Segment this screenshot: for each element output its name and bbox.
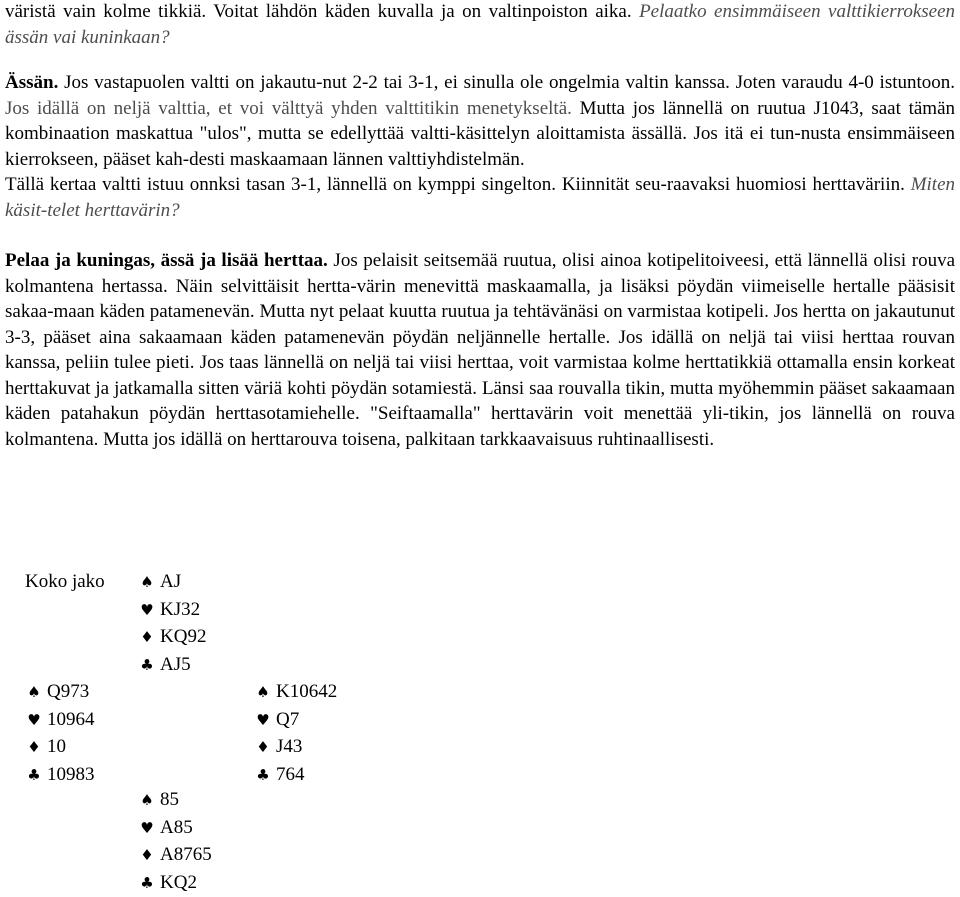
west-spades: Q973 [47,678,89,706]
club-icon: ♣ [137,870,157,897]
south-clubs: KQ2 [160,869,197,897]
diamond-icon: ♦ [253,734,273,762]
hand-west [24,678,95,788]
spade-icon: ♠ [137,569,157,597]
answer-lead: Pelaa ja kuningas, ässä ja lisää herttaa. [5,250,328,271]
hand-north [137,568,206,678]
south-hearts: A85 [160,814,193,842]
heart-icon: ♥ [137,815,157,843]
heart-icon: ♥ [137,597,157,625]
text-sentence: Tällä kertaa valtti istuu onnksi tasan 3-1, lännellä on kymppi singelton. Kiinnität seu-raavaksi huomiosi herttaväriin. [5,174,905,195]
diamond-icon: ♦ [137,624,157,652]
east-clubs: 764 [276,761,305,789]
south-spades: 85 [160,786,179,814]
hand-east [253,678,337,788]
north-clubs: AJ5 [160,651,191,679]
heart-icon: ♥ [253,707,273,735]
answer-lead: Ässän. [5,72,58,93]
diamond-icon: ♦ [24,734,44,762]
paragraph-answer-1 [5,70,955,172]
question-text: Pelaatko ensimmäiseen valttikierrokseen ässän vai kuninkaan? [5,1,955,48]
paragraph-question-2 [5,172,955,223]
south-diamonds: A8765 [160,841,212,869]
east-spades: K10642 [276,678,337,706]
club-icon: ♣ [24,762,44,790]
west-clubs: 10983 [47,761,95,789]
hand-south [137,786,212,896]
west-diamonds: 10 [47,733,66,761]
heart-icon: ♥ [24,707,44,735]
diamond-icon: ♦ [137,842,157,870]
north-hearts: KJ32 [160,596,200,624]
paragraph-answer-2 [5,248,955,452]
text-sentence: Jos itä ei tun-nusta ensimmäiseen kierrokseen, pääset kah-desti maskaamaan lännen valttiyhdistelmän. [5,123,955,170]
club-icon: ♣ [253,762,273,790]
north-diamonds: KQ92 [160,623,206,651]
document-page [5,0,955,452]
west-hearts: 10964 [47,706,95,734]
deal-label: Koko jako [25,568,105,596]
text-sentence: Jos vastapuolen valtti on jakautu-nut 2-2 tai 3-1, ei sinulla ole ongelmia valtin kanssa. [64,72,730,93]
question-text: Miten käsit-telet herttavärin? [5,174,955,221]
club-icon: ♣ [137,652,157,680]
text-sentence: Jos idällä on neljä valttia, et voi välttyä yhden valttitikin menetykseltä. [5,98,572,119]
north-spades: AJ [160,568,181,596]
bridge-deal-diagram [0,568,400,895]
text-sentence: Mutta jos lännellä on ruutua J1043, saat tämän kombinaation maskattua "ulos", mutta se edellyttää valtti-käsittelyn aloittamista ässällä. [5,98,955,145]
spade-icon: ♠ [253,679,273,707]
text-body: Jos pelaisit seitsemää ruutua, olisi ainoa kotipelitoiveesi, että lännellä olisi rouva kolmantena hertassa. Näin selvittäisit hertta-värin menevittä maskaamalla, ja lisäksi pöydän viimeiselle hertalle pääsisit sakaa-maan käden patamenevän. Mutta nyt pelaat kuutta ruutua ja tehtävänäsi on varmistaa kotipeli. Jos hertta on jakautunut 3-3, pääset aina sakaamaan käden patamenevän pöydän neljännelle hertalle. Jos idällä on neljä tai viisi herttaa rouvan kanssa, peliin tulee pieti. Jos taas lännellä on neljä tai viisi herttaa, voit varmistaa kolme herttatikkiä ottamalla ensin korkeat herttakuvat ja jatkamalla sitten väriä kohti pöydän sotamiestä. Länsi saa rouvalla tikin, mutta myöhemmin pääset sakaamaan käden patahakun pöydän herttasotamiehelle. "Seiftaamalla" herttavärin voit menettää yli-tikin, jos lännellä on rouva kolmantena. Mutta jos idällä on herttarouva toisena, palkitaan tarkkaavaisuus ruhtinaallisesti. [5,250,955,450]
spade-icon: ♠ [137,787,157,815]
paragraph-intro [5,0,955,50]
spade-icon: ♠ [24,679,44,707]
east-diamonds: J43 [276,733,302,761]
text-sentence: Joten varaudu 4-0 istuntoon. [736,72,955,93]
east-hearts: Q7 [276,706,299,734]
text-sentence: väristä vain kolme tikkiä. Voitat lähdön käden kuvalla ja on valtinpoiston aika. [5,1,632,22]
